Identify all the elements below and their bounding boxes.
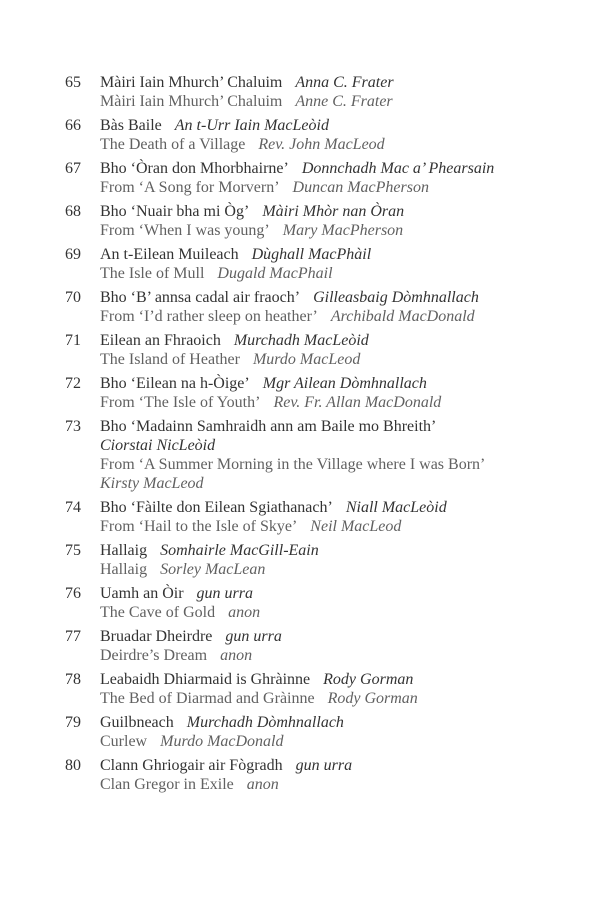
gaelic-title: Bàs Baile xyxy=(100,117,162,134)
gaelic-title: Hallaig xyxy=(100,542,148,559)
gaelic-line xyxy=(100,417,530,455)
english-author: Mary MacPherson xyxy=(282,222,404,239)
english-author: Archibald MacDonald xyxy=(330,308,475,325)
toc-entry xyxy=(65,159,605,197)
english-author: Anne C. Frater xyxy=(295,93,393,110)
english-title: Màiri Iain Mhurch’ Chaluim xyxy=(100,93,283,110)
gaelic-author: Murchadh Dòmhnallach xyxy=(186,714,344,731)
gaelic-line xyxy=(100,374,530,393)
gaelic-title: Bho ‘Fàilte don Eilean Sgiathanach’ xyxy=(100,499,333,516)
gaelic-author: An t-Urr Iain MacLeòid xyxy=(174,117,329,134)
english-title: Deirdre’s Dream xyxy=(100,647,208,664)
english-author: Duncan MacPherson xyxy=(292,179,429,196)
gaelic-title: Bho ‘Òran don Mhorbhairne’ xyxy=(100,160,289,177)
toc-entry xyxy=(65,374,605,412)
english-line xyxy=(100,393,530,412)
entry-number: 75 xyxy=(65,542,81,559)
gaelic-line xyxy=(100,498,530,517)
entry-lines xyxy=(100,627,530,665)
toc-entry xyxy=(65,670,605,708)
english-title: Curlew xyxy=(100,733,148,750)
toc-entry xyxy=(65,541,605,579)
english-line xyxy=(100,775,530,794)
english-line xyxy=(100,732,530,751)
gaelic-line xyxy=(100,202,530,221)
toc-entry xyxy=(65,288,605,326)
english-title: The Death of a Village xyxy=(100,136,246,153)
english-author: anon xyxy=(220,647,253,664)
entry-lines xyxy=(100,498,530,536)
entry-lines xyxy=(100,713,530,751)
english-line xyxy=(100,455,530,493)
english-line xyxy=(100,307,530,326)
gaelic-line xyxy=(100,288,530,307)
gaelic-title: Bho ‘B’ annsa cadal air fraoch’ xyxy=(100,289,301,306)
toc-entry xyxy=(65,417,605,493)
gaelic-title: An t-Eilean Muileach xyxy=(100,246,239,263)
entry-number: 80 xyxy=(65,757,81,774)
gaelic-author: gun urra xyxy=(295,757,353,774)
entry-lines xyxy=(100,73,530,111)
gaelic-title: Clann Ghriogair air Fògradh xyxy=(100,757,283,774)
toc-entry xyxy=(65,245,605,283)
toc-entry xyxy=(65,331,605,369)
gaelic-title: Eilean an Fhraoich xyxy=(100,332,221,349)
gaelic-author: Ciorstai NicLeòid xyxy=(100,437,216,454)
gaelic-author: Dùghall MacPhàil xyxy=(251,246,372,263)
entry-number: 70 xyxy=(65,289,81,306)
gaelic-line xyxy=(100,584,530,603)
entry-lines xyxy=(100,202,530,240)
entry-number: 76 xyxy=(65,585,81,602)
gaelic-author: Somhairle MacGill-Eain xyxy=(160,542,319,559)
toc-entry xyxy=(65,202,605,240)
english-author: Neil MacLeod xyxy=(310,518,402,535)
entry-lines xyxy=(100,245,530,283)
toc-entry xyxy=(65,584,605,622)
english-title: The Bed of Diarmad and Gràinne xyxy=(100,690,315,707)
gaelic-author: gun urra xyxy=(196,585,253,602)
english-line xyxy=(100,178,530,197)
entry-number: 79 xyxy=(65,714,81,731)
english-line xyxy=(100,92,530,111)
gaelic-line xyxy=(100,627,530,646)
entry-lines xyxy=(100,417,530,493)
gaelic-title: Bho ‘Nuair bha mi Òg’ xyxy=(100,203,250,220)
entry-number: 78 xyxy=(65,671,81,688)
gaelic-title: Leabaidh Dhiarmaid is Ghràinne xyxy=(100,671,311,688)
toc-list xyxy=(65,73,605,794)
gaelic-line xyxy=(100,159,530,178)
gaelic-title: Màiri Iain Mhurch’ Chaluim xyxy=(100,74,283,91)
entry-number: 77 xyxy=(65,628,81,645)
entry-number: 74 xyxy=(65,499,81,516)
gaelic-title: Guilbneach xyxy=(100,714,174,731)
gaelic-author: Gilleasbaig Dòmhnallach xyxy=(313,289,479,306)
english-author: anon xyxy=(246,776,279,793)
gaelic-title: Uamh an Òir xyxy=(100,585,184,602)
gaelic-line xyxy=(100,116,530,135)
english-author: Kirsty MacLeod xyxy=(100,475,204,492)
gaelic-line xyxy=(100,670,530,689)
gaelic-line xyxy=(100,713,530,732)
english-title: Clan Gregor in Exile xyxy=(100,776,234,793)
entry-number: 71 xyxy=(65,332,81,349)
english-author: anon xyxy=(228,604,261,621)
toc-entry xyxy=(65,116,605,154)
entry-number: 68 xyxy=(65,203,81,220)
entry-lines xyxy=(100,541,530,579)
toc-entry xyxy=(65,713,605,751)
gaelic-title: Bho ‘Madainn Samhraidh ann am Baile mo Bhreith’ xyxy=(100,418,437,435)
entry-lines xyxy=(100,584,530,622)
toc-entry xyxy=(65,627,605,665)
gaelic-author: Donnchadh Mac a’ Phearsain xyxy=(301,160,495,177)
gaelic-author: Niall MacLeòid xyxy=(345,499,447,516)
entry-lines xyxy=(100,288,530,326)
english-line xyxy=(100,603,530,622)
gaelic-author: Mgr Ailean Dòmhnallach xyxy=(262,375,427,392)
english-author: Rev. Fr. Allan MacDonald xyxy=(273,394,442,411)
english-title: From ‘When I was young’ xyxy=(100,222,270,239)
english-author: Sorley MacLean xyxy=(160,561,266,578)
english-title: Hallaig xyxy=(100,561,148,578)
gaelic-line xyxy=(100,245,530,264)
entry-number: 73 xyxy=(65,418,81,435)
gaelic-author: Anna C. Frater xyxy=(295,74,394,91)
english-title: The Island of Heather xyxy=(100,351,240,368)
gaelic-author: Màiri Mhòr nan Òran xyxy=(262,203,405,220)
entry-lines xyxy=(100,670,530,708)
entry-lines xyxy=(100,374,530,412)
english-title: From ‘A Summer Morning in the Village where I was Born’ xyxy=(100,456,486,473)
english-author: Murdo MacLeod xyxy=(252,351,361,368)
entry-lines xyxy=(100,331,530,369)
gaelic-title: Bho ‘Eilean na h-Òige’ xyxy=(100,375,250,392)
english-line xyxy=(100,221,530,240)
gaelic-line xyxy=(100,541,530,560)
toc-entry xyxy=(65,73,605,111)
entry-number: 65 xyxy=(65,74,81,91)
english-title: The Cave of Gold xyxy=(100,604,216,621)
entry-lines xyxy=(100,159,530,197)
toc-entry xyxy=(65,498,605,536)
english-line xyxy=(100,135,530,154)
english-line xyxy=(100,560,530,579)
entry-lines xyxy=(100,756,530,794)
gaelic-title: Bruadar Dheirdre xyxy=(100,628,213,645)
english-line xyxy=(100,689,530,708)
entry-number: 67 xyxy=(65,160,81,177)
gaelic-line xyxy=(100,331,530,350)
gaelic-author: gun urra xyxy=(225,628,282,645)
english-line xyxy=(100,646,530,665)
english-author: Dugald MacPhail xyxy=(217,265,333,282)
english-line xyxy=(100,350,530,369)
english-title: From ‘The Isle of Youth’ xyxy=(100,394,261,411)
english-title: The Isle of Mull xyxy=(100,265,205,282)
entry-number: 66 xyxy=(65,117,81,134)
english-title: From ‘I’d rather sleep on heather’ xyxy=(100,308,318,325)
gaelic-author: Rody Gorman xyxy=(323,671,414,688)
gaelic-line xyxy=(100,756,530,775)
gaelic-line xyxy=(100,73,530,92)
english-author: Rev. John MacLeod xyxy=(258,136,385,153)
entry-number: 72 xyxy=(65,375,81,392)
english-author: Rody Gorman xyxy=(327,690,418,707)
english-title: From ‘A Song for Morvern’ xyxy=(100,179,280,196)
toc-entry xyxy=(65,756,605,794)
entry-lines xyxy=(100,116,530,154)
english-line xyxy=(100,517,530,536)
gaelic-author: Murchadh MacLeòid xyxy=(233,332,369,349)
english-author: Murdo MacDonald xyxy=(160,733,284,750)
english-line xyxy=(100,264,530,283)
english-title: From ‘Hail to the Isle of Skye’ xyxy=(100,518,298,535)
entry-number: 69 xyxy=(65,246,81,263)
